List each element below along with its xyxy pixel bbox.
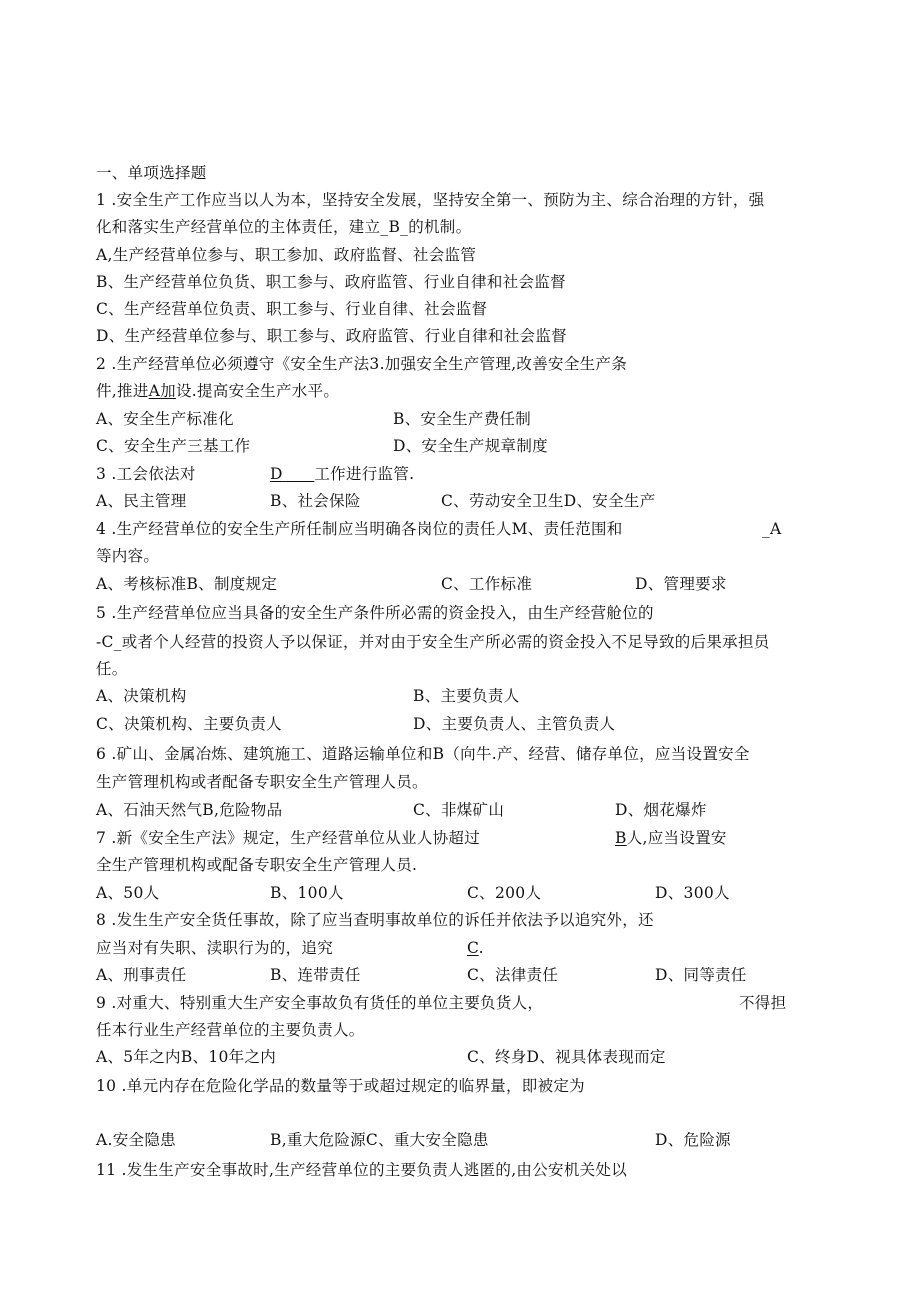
section-title: 一、单项选择题 [96, 164, 207, 182]
q2-option-a: A、安全生产标准化 [96, 410, 234, 428]
q2-option-b: B、安全生产费任制 [393, 410, 532, 428]
q8-option-b: B、连带责任 [270, 966, 361, 984]
q5-option-c: C、决策机构、主要负责人 [96, 715, 282, 733]
q4-option-c: C、工作标准 [441, 575, 533, 593]
q5-stem-line2: -C_或者个人经营的投资人予以保证，并对由于安全生产所必需的资金投入不足导致的后果承担员 [96, 633, 770, 651]
q1-stem-line1: 1 .安全生产工作应当以人为本，坚持安全发展，坚持安全第一、预防为主、综合治理的方针，强 [96, 191, 765, 209]
q7-answer-post [615, 825, 727, 851]
q6-stem-line2: 生产管理机构或者配备专职安全生产管理人员。 [96, 773, 428, 791]
q8-answer-post: . [478, 939, 484, 957]
q11-stem-line1: 11 .发生生产安全事故时,生产经营单位的主要负责人逃匿的,由公安机关处以 [96, 1161, 628, 1179]
q7-option-c: C、200人 [467, 884, 542, 902]
q4-answer: _A [762, 520, 782, 538]
q8-option-c: C、法律责任 [467, 966, 559, 984]
q2-option-d: D、安全生产规章制度 [393, 437, 548, 455]
q7-answer: B [615, 829, 627, 847]
q8-option-a: A、刑事责任 [96, 966, 187, 984]
q4-option-d: D、管理要求 [635, 575, 727, 593]
q5-option-b: B、主要负责人 [413, 687, 520, 705]
q8-answer-wrap [467, 935, 484, 961]
q4-option-ab: A、考核标准B、制度规定 [96, 575, 278, 593]
q3-option-a: A、民主管理 [96, 492, 187, 510]
q6-option-c: C、非煤矿山 [413, 801, 505, 819]
q1-option-c: C、生产经营单位负责、职工参与、行业自律、社会监督 [96, 300, 488, 318]
q3-answer: D [270, 465, 283, 483]
q7-stem-line2: 全生产管理机构或配备专职安全生产管理人员. [96, 856, 418, 874]
q2-stem-line2 [96, 378, 339, 404]
q7-option-d: D、300人 [655, 884, 730, 902]
q3-option-b: B、社会保险 [270, 492, 361, 510]
q7-stem-line1: 7 .新《安全生产法》规定，生产经营单位从业人协超过 [96, 829, 481, 847]
q4-stem-line1: 4 .生产经营单位的安全生产所任制应当明确各岗位的责任人M、责任范围和 [96, 520, 623, 538]
q8-stem-line2: 应当对有失职、渎职行为的，追究 [96, 939, 334, 957]
q6-option-d: D、烟花爆炸 [615, 801, 707, 819]
q3-blank [283, 465, 315, 483]
q2-stem-line1: 2 .生产经营单位必须遵守《安全生产法3.加强安全生产管理,改善安全生产条 [96, 355, 628, 373]
q2-option-c: C、安全生产三基工作 [96, 437, 251, 455]
q6-option-ab: A、石油天然气B,危险物品 [96, 801, 283, 819]
q9-option-cd: C、终身D、视具体表现而定 [467, 1048, 666, 1066]
q6-stem-line1: 6 .矿山、金属冶炼、建筑施工、道路运输单位和B（向牛.产、经营、储存单位，应当设置安全 [96, 745, 750, 763]
q8-stem-line1: 8 .发生生产安全货任事故，除了应当查明事故单位的诉任并依法予以追究外，还 [96, 911, 654, 929]
q8-option-d: D、同等责任 [655, 966, 747, 984]
q10-option-d: D、危险源 [655, 1131, 731, 1149]
q5-stem-line3: 任。 [96, 660, 128, 678]
q3-stem: 3 .工会依法对 [96, 465, 196, 483]
q4-stem-line2: 等内容。 [96, 547, 160, 565]
q5-option-a: A、决策机构 [96, 687, 187, 705]
q10-option-a: A.安全隐患 [96, 1131, 176, 1149]
q1-option-b: B、生产经营单位负货、职工参与、政府监管、行业自律和社会监督 [96, 273, 566, 291]
q2-stem-line2-pre: 件,推进 [96, 382, 149, 400]
q10-stem-line1: 10 .单元内存在危险化学品的数量等于或超过规定的临界量，即被定为 [96, 1077, 585, 1095]
q1-option-a: A,生产经营单位参与、职工参加、政府监督、社会监管 [96, 246, 477, 264]
q1-option-d: D、生产经营单位参与、职工参与、政府监管、行业自律和社会监督 [96, 327, 567, 345]
q5-stem-line1: 5 .生产经营单位应当具备的安全生产条件所必需的资金投入，由生产经营舱位的 [96, 604, 654, 622]
q3-option-cd: C、劳动安全卫生D、安全生产 [441, 492, 656, 510]
q3-answer-blank [270, 461, 414, 487]
q8-answer: C [467, 939, 479, 957]
q1-stem-line2: 化和落实生产经营单位的主体责任，建立_B_的机制。 [96, 218, 472, 236]
q9-option-ab: A、5年之内B、10年之内 [96, 1048, 277, 1066]
q10-option-bc: B,重大危险源C、重大安全隐患 [270, 1131, 489, 1149]
q2-answer: A加 [148, 382, 176, 400]
q2-stem-line2-post: 设.提高安全生产水平。 [175, 382, 340, 400]
q9-stem-line1: 9 .对重大、特别重大生产安全事故负有货任的单位主要负货人， [96, 994, 544, 1012]
q7-option-b: B、100人 [270, 884, 344, 902]
q7-option-a: A、50人 [96, 884, 160, 902]
q9-stem-line1-post: 不得担 [739, 994, 787, 1012]
q5-option-d: D、主要负责人、主管负责人 [413, 715, 616, 733]
q3-stem-rest: 工作进行监管. [314, 465, 415, 483]
q9-stem-line2: 任本行业生产经营单位的主要负责人。 [96, 1021, 365, 1039]
q7-stem-line1-post: 人,应当设置安 [626, 829, 727, 847]
